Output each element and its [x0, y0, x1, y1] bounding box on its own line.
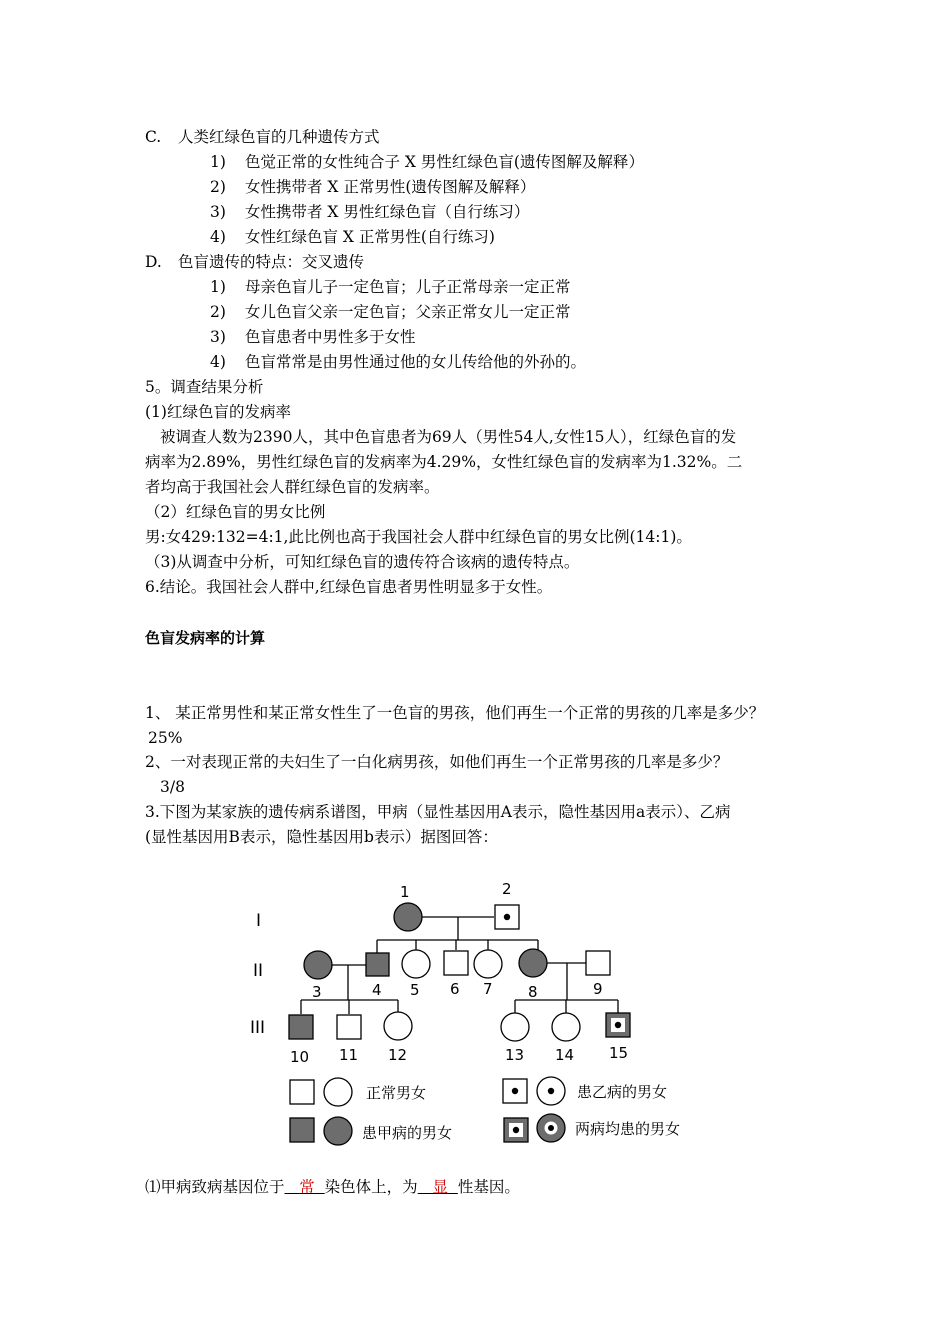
list-item: 色盲患者中男性多于女性	[245, 328, 416, 346]
section-heading: 色盲发病率的计算	[145, 629, 266, 647]
individual-number: 2	[502, 880, 512, 898]
section-d-label: D.	[145, 253, 162, 271]
individual-number: 3	[312, 983, 322, 1001]
analysis-sub2: （2）红绿色盲的男女比例	[145, 503, 326, 521]
list-number: 2)	[210, 178, 226, 196]
individual-11	[337, 1015, 361, 1039]
question-2: 2、一对表现正常的夫妇生了一白化病男孩，如他们再生一个正常男孩的几率是多少？	[145, 753, 729, 771]
section-c-title: 人类红绿色盲的几种遗传方式	[178, 128, 380, 146]
legend-normal-female	[324, 1078, 352, 1106]
individual-5	[402, 950, 430, 978]
legend-disease-a-female	[324, 1117, 352, 1145]
list-number: 2)	[210, 303, 226, 321]
list-item: 女儿色盲父亲一定色盲；父亲正常女儿一定正常	[245, 303, 571, 321]
list-number: 1)	[210, 278, 226, 296]
individual-number: 4	[372, 981, 382, 999]
individual-7	[474, 950, 502, 978]
list-item: 色觉正常的女性纯合子 X 男性红绿色盲(遗传图解及解释）	[245, 153, 644, 171]
analysis-sub3: （3)从调查中分析，可知红绿色盲的遗传符合该病的遗传特点。	[145, 553, 580, 571]
list-item: 母亲色盲儿子一定色盲；儿子正常母亲一定正常	[245, 278, 571, 296]
individual-13	[501, 1013, 529, 1041]
generation-label: I	[256, 911, 262, 931]
fill-question-suffix: 性基因。	[457, 1178, 520, 1196]
individual-number: 6	[450, 980, 460, 998]
fill-question-prefix: ⑴甲病致病基因位于	[145, 1178, 285, 1196]
individual-10	[289, 1015, 313, 1039]
answer-2-text: 显	[432, 1178, 448, 1196]
list-item: 女性携带者 X 正常男性(遗传图解及解释）	[245, 178, 536, 196]
individual-1	[394, 903, 422, 931]
pedigree-diagram	[0, 870, 950, 1170]
analysis-sub1: (1)红绿色盲的发病率	[145, 403, 291, 421]
analysis-title: 5。调查结果分析	[145, 378, 264, 396]
fill-question	[145, 1177, 520, 1197]
question-3-line: (显性基因用B表示，隐性基因用b表示）据图回答：	[145, 828, 498, 846]
individual-number: 10	[290, 1048, 310, 1066]
individual-number: 9	[593, 980, 603, 998]
list-number: 4)	[210, 353, 226, 371]
legend-normal-male	[290, 1080, 314, 1104]
conclusion: 6.结论。我国社会人群中,红绿色盲患者男性明显多于女性。	[145, 578, 553, 596]
individual-6	[444, 951, 468, 975]
individual-9	[586, 951, 610, 975]
list-item: 女性红绿色盲 X 正常男性(自行练习)	[245, 228, 495, 246]
generation-label: III	[250, 1018, 266, 1038]
list-item: 女性携带者 X 男性红绿色盲（自行练习）	[245, 203, 530, 221]
answer-blank-2	[418, 1178, 458, 1196]
individual-number: 12	[388, 1046, 408, 1064]
question-1: 1、 某正常男性和某正常女性生了一色盲的男孩，他们再生一个正常的男孩的几率是多少？	[145, 704, 765, 722]
question-3-line: 3.下图为某家族的遗传病系谱图，甲病（显性基因用A表示，隐性基因用a表示）、乙病	[145, 803, 731, 821]
individual-number: 15	[609, 1044, 629, 1062]
list-number: 1)	[210, 153, 226, 171]
list-number: 3)	[210, 328, 226, 346]
list-number: 3)	[210, 203, 226, 221]
legend-label: 两病均患的男女	[575, 1120, 681, 1138]
analysis-paragraph-line: 被调查人数为2390人，其中色盲患者为69人（男性54人,女性15人），红绿色盲的发	[160, 428, 737, 446]
ratio-line: 男:女429:132=4:1,此比例也高于我国社会人群中红绿色盲的男女比例(14:1)。	[145, 528, 692, 546]
legend-label: 患甲病的男女	[362, 1124, 453, 1142]
analysis-paragraph-line: 者均高于我国社会人群红绿色盲的发病率。	[145, 478, 440, 496]
legend-disease-a-male	[290, 1118, 314, 1142]
individual-number: 7	[483, 980, 493, 998]
analysis-paragraph-line: 病率为2.89%，男性红绿色盲的发病率为4.29%，女性红绿色盲的发病率为1.32%。二	[145, 453, 743, 471]
individual-12	[384, 1012, 412, 1040]
answer-1: 25%	[148, 729, 183, 747]
individual-number: 13	[505, 1046, 525, 1064]
individual-number: 5	[410, 981, 420, 999]
legend-label: 患乙病的男女	[577, 1083, 668, 1101]
answer-1-text: 常	[299, 1178, 315, 1196]
section-d-title: 色盲遗传的特点：交叉遗传	[178, 253, 365, 271]
answer-2: 3/8	[160, 778, 185, 796]
answer-blank-1	[285, 1178, 325, 1196]
list-number: 4)	[210, 228, 226, 246]
individual-number: 11	[339, 1046, 359, 1064]
individual-14	[552, 1013, 580, 1041]
individual-number: 8	[528, 983, 538, 1001]
generation-label: II	[253, 961, 264, 981]
legend-label: 正常男女	[366, 1084, 427, 1102]
individual-number: 14	[555, 1046, 575, 1064]
list-item: 色盲常常是由男性通过他的女儿传给他的外孙的。	[245, 353, 587, 371]
individual-4	[366, 953, 389, 976]
fill-question-middle: 染色体上，为	[324, 1178, 418, 1196]
section-c-label: C.	[145, 128, 162, 146]
individual-number: 1	[400, 883, 410, 901]
individual-3	[304, 951, 332, 979]
individual-8	[519, 949, 547, 977]
